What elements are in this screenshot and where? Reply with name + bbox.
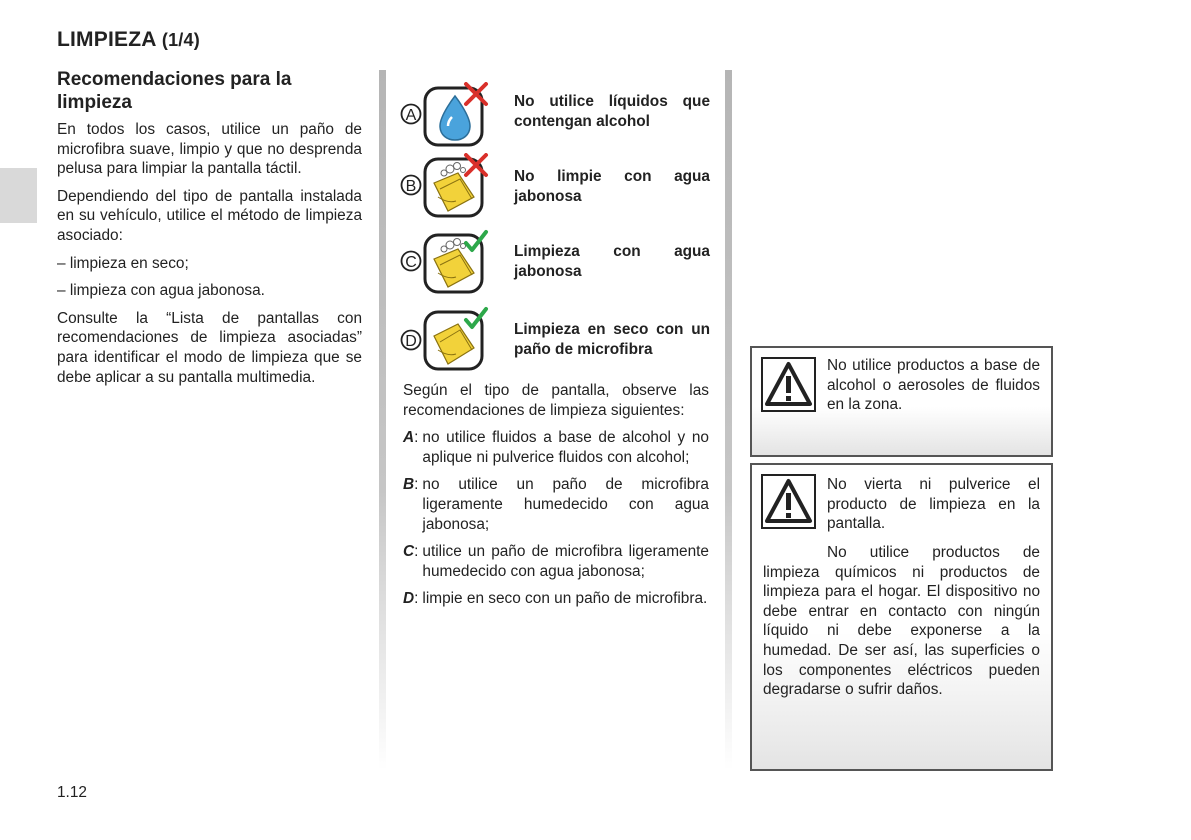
page-title: LIMPIEZA (1/4) [57,28,200,51]
list-item: D : limpie en seco con un paño de microfibra. [403,590,708,608]
section-heading: Recomendaciones para la limpieza [57,69,292,113]
svg-text:A: A [405,107,417,124]
pictogram-c [400,229,490,295]
warning-triangle-icon [761,357,816,412]
pictogram-b [400,153,490,219]
svg-text:B: B [405,178,417,195]
paragraph: Consulte la “Lista de pantallas con recomendaciones de limpieza asociadas” para identificar el modo de limpieza que se debe aplicar a su pantalla multimedia. [57,309,362,386]
list-item: C : utilice un paño de microfibra ligeramente humedecido con agua jabonosa; [403,543,709,580]
pictogram-label-d: Limpieza en seco con un paño de microfibra [514,321,710,358]
paragraph: En todos los casos, utilice un paño de microfibra suave, limpio y que no desprenda pelusa para limpiar la pantalla táctil. [57,121,362,178]
list-item: B : no utilice un paño de microfibra ligeramente humedecido con agua jabonosa; [403,476,709,533]
middle-column [403,381,709,617]
list-item: – limpieza con agua jabonosa. [57,282,265,300]
column-divider [725,70,732,770]
column-divider [379,70,386,770]
paragraph: Dependiendo del tipo de pantalla instalada en su vehículo, utilice el método de limpieza asociado: [57,187,362,244]
paragraph: Según el tipo de pantalla, observe las recomendaciones de limpieza siguientes: [403,382,709,419]
title-part: (1/4) [161,30,200,50]
pictogram-label-b: No limpie con agua jabonosa [514,168,710,205]
svg-text:D: D [405,333,417,350]
warning-text: No utilice productos de limpieza químicos ni productos de limpieza para el hogar. El dispositivo no debe entrar en contacto con ningún líquido ni debe exponerse a la humedad. De ser así, las superficies o los componentes eléctricos pueden degradarse o sufrir daños. [763,544,1040,699]
warning-box [750,463,1053,771]
left-column [57,68,362,395]
pictogram-label-c: Limpieza con agua jabonosa [514,243,710,280]
warning-triangle-icon [761,474,816,529]
list-item: A : no utilice fluidos a base de alcohol y no aplique ni pulverice fluidos con alcohol; [403,429,709,466]
page-number: 1.12 [57,784,87,801]
svg-text:C: C [405,254,417,271]
pictogram-label-a: No utilice líquidos que contengan alcohol [514,93,710,130]
warning-text: No vierta ni pulverice el producto de limpieza en la pantalla. [827,476,1040,533]
pictogram-a [400,82,490,148]
pictogram-d [400,306,490,372]
warning-box [750,346,1053,457]
section-tab [0,168,37,223]
warning-text: No utilice productos a base de alcohol o aerosoles de fluidos en la zona. [827,357,1040,414]
list-item: – limpieza en seco; [57,254,189,272]
